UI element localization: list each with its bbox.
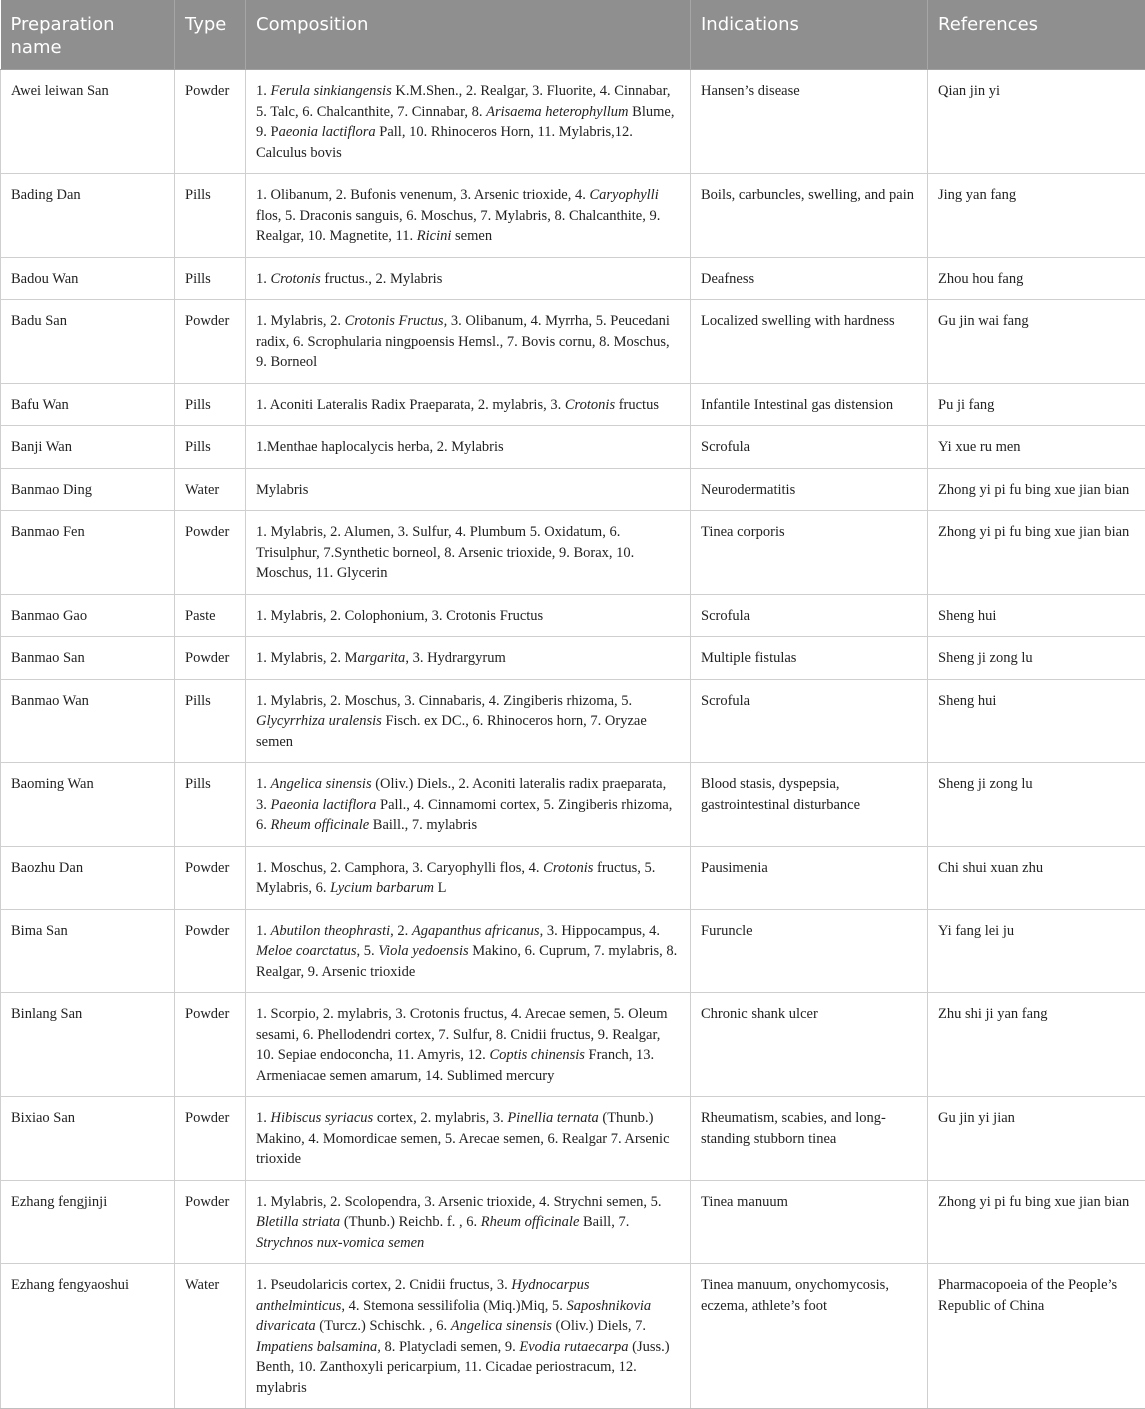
composition-segment: Pall, 10. Rhinoceros Horn, 11. Mylabris,12. Calculus bovis bbox=[256, 124, 633, 161]
column-header-type: Type bbox=[175, 0, 246, 70]
composition-italic-segment: Crotonis Fructus, bbox=[345, 313, 448, 329]
composition-segment: , 5. bbox=[357, 943, 379, 959]
cell-indications: Tinea manuum bbox=[691, 1180, 928, 1264]
cell-type: Powder bbox=[175, 909, 246, 993]
composition-italic-segment: Crotonis bbox=[565, 397, 615, 413]
cell-composition bbox=[246, 468, 691, 511]
composition-italic-segment: Crotonis bbox=[543, 860, 593, 876]
table-row bbox=[1, 426, 1145, 469]
cell-indications: Rheumatism, scabies, and long-standing stubborn tinea bbox=[691, 1097, 928, 1181]
cell-indications: Boils, carbuncles, swelling, and pain bbox=[691, 174, 928, 258]
cell-type: Pills bbox=[175, 679, 246, 763]
cell-composition bbox=[246, 1097, 691, 1181]
composition-italic-segment: Hibiscus syriacus bbox=[271, 1110, 374, 1126]
composition-segment: 1. Mylabris, 2. M bbox=[256, 650, 358, 666]
cell-preparation-name: Awei leiwan San bbox=[1, 70, 175, 174]
cell-indications: Pausimenia bbox=[691, 846, 928, 909]
cell-composition bbox=[246, 763, 691, 847]
composition-italic-segment: Abutilon theophrasti bbox=[271, 923, 391, 939]
header-row bbox=[1, 0, 1145, 70]
cell-composition bbox=[246, 909, 691, 993]
cell-composition bbox=[246, 383, 691, 426]
composition-italic-segment: Glycyrrhiza uralensis bbox=[256, 713, 382, 729]
composition-segment: 1. bbox=[256, 776, 271, 792]
composition-segment: , 3. Hydrargyrum bbox=[405, 650, 505, 666]
cell-preparation-name: Baozhu Dan bbox=[1, 846, 175, 909]
composition-segment: 1. Olibanum, 2. Bufonis venenum, 3. Arsenic trioxide, 4. bbox=[256, 187, 589, 203]
cell-preparation-name: Bading Dan bbox=[1, 174, 175, 258]
cell-composition bbox=[246, 637, 691, 680]
cell-references: Sheng hui bbox=[928, 594, 1145, 637]
cell-type: Pills bbox=[175, 257, 246, 300]
cell-type: Pills bbox=[175, 426, 246, 469]
composition-segment: 1. Aconiti Lateralis Radix Praeparata, 2. mylabris, 3. bbox=[256, 397, 565, 413]
composition-italic-segment: Caryophylli bbox=[589, 187, 658, 203]
composition-segment: Pall., 4. Cinnamomi cortex, 5. Zingiberis rhizoma, 6. bbox=[256, 797, 672, 834]
cell-preparation-name: Ezhang fengyaoshui bbox=[1, 1264, 175, 1409]
cell-type: Water bbox=[175, 468, 246, 511]
cell-composition bbox=[246, 257, 691, 300]
composition-segment: 1. Scorpio, 2. mylabris, 3. Crotonis fructus, 4. Arecae semen, 5. Oleum sesami, 6. Phellodendri cortex, 7. Sulfur, 8. Cnidii fructus, 9. Realgar, 10. Sepiae endoconcha, 11. Amyris, 12. bbox=[256, 1006, 668, 1063]
cell-references: Sheng ji zong lu bbox=[928, 763, 1145, 847]
composition-segment: Blume, 9. P bbox=[256, 104, 674, 141]
column-header-references: References bbox=[928, 0, 1145, 70]
composition-segment: (Oliv.) Diels, 7. bbox=[552, 1318, 646, 1334]
composition-segment: 1. Mylabris, 2. Alumen, 3. Sulfur, 4. Plumbum 5. Oxidatum, 6. Trisulphur, 7.Synthetic borneol, 8. Arsenic trioxide, 9. Borax, 10. Moschus, 11. Glycerin bbox=[256, 524, 634, 581]
cell-references: Gu jin wai fang bbox=[928, 300, 1145, 384]
cell-composition bbox=[246, 426, 691, 469]
composition-segment: cortex, 2. mylabris, 3. bbox=[373, 1110, 507, 1126]
table-row bbox=[1, 846, 1145, 909]
composition-segment: 1. Pseudolaricis cortex, 2. Cnidii fructus, 3. bbox=[256, 1277, 511, 1293]
composition-segment: (Oliv.) Diels., 2. Aconiti lateralis radix praeparata, 3. bbox=[256, 776, 666, 813]
composition-segment: 1. Moschus, 2. Camphora, 3. Caryophylli flos, 4. bbox=[256, 860, 543, 876]
cell-references: Zhong yi pi fu bing xue jian bian bbox=[928, 1180, 1145, 1264]
cell-preparation-name: Bima San bbox=[1, 909, 175, 993]
cell-references: Sheng ji zong lu bbox=[928, 637, 1145, 680]
table-row bbox=[1, 383, 1145, 426]
cell-indications: Hansen’s disease bbox=[691, 70, 928, 174]
cell-type: Powder bbox=[175, 1097, 246, 1181]
cell-references: Zhou hou fang bbox=[928, 257, 1145, 300]
composition-italic-segment: Crotonis bbox=[271, 271, 321, 287]
column-header-composition: Composition bbox=[246, 0, 691, 70]
cell-type: Paste bbox=[175, 594, 246, 637]
composition-segment: 1.Menthae haplocalycis herba, 2. Mylabris bbox=[256, 439, 504, 455]
cell-references: Pu ji fang bbox=[928, 383, 1145, 426]
cell-composition bbox=[246, 993, 691, 1097]
table-row bbox=[1, 1097, 1145, 1181]
table-row bbox=[1, 1180, 1145, 1264]
cell-indications: Furuncle bbox=[691, 909, 928, 993]
composition-segment: 1. Mylabris, 2. Scolopendra, 3. Arsenic trioxide, 4. Strychni semen, 5. bbox=[256, 1194, 662, 1210]
composition-segment: 1. Mylabris, 2. Colophonium, 3. Crotonis Fructus bbox=[256, 608, 543, 624]
cell-references: Qian jin yi bbox=[928, 70, 1145, 174]
cell-indications: Deafness bbox=[691, 257, 928, 300]
composition-italic-segment: Paeonia lactiflora bbox=[271, 797, 377, 813]
cell-composition bbox=[246, 1264, 691, 1409]
cell-preparation-name: Bafu Wan bbox=[1, 383, 175, 426]
composition-segment: 1. bbox=[256, 83, 271, 99]
cell-composition bbox=[246, 300, 691, 384]
composition-italic-segment: argarita bbox=[358, 650, 406, 666]
cell-preparation-name: Banmao San bbox=[1, 637, 175, 680]
cell-composition bbox=[246, 1180, 691, 1264]
table-row bbox=[1, 763, 1145, 847]
table-row bbox=[1, 70, 1145, 174]
cell-type: Powder bbox=[175, 300, 246, 384]
cell-indications: Scrofula bbox=[691, 426, 928, 469]
cell-references: Chi shui xuan zhu bbox=[928, 846, 1145, 909]
composition-italic-segment: Coptis chinensis bbox=[489, 1047, 584, 1063]
cell-references: Zhong yi pi fu bing xue jian bian bbox=[928, 511, 1145, 595]
table-row bbox=[1, 511, 1145, 595]
cell-preparation-name: Badu San bbox=[1, 300, 175, 384]
composition-segment: (Thunb.) Reichb. f. , 6. bbox=[340, 1214, 481, 1230]
cell-type: Pills bbox=[175, 763, 246, 847]
cell-type: Pills bbox=[175, 383, 246, 426]
composition-italic-segment: Meloe coarctatus bbox=[256, 943, 357, 959]
cell-type: Pills bbox=[175, 174, 246, 258]
table-row bbox=[1, 679, 1145, 763]
composition-italic-segment: aeonia lactiflora bbox=[279, 124, 376, 140]
composition-italic-segment: Bletilla striata bbox=[256, 1214, 340, 1230]
composition-italic-segment: Impatiens balsamina, bbox=[256, 1339, 381, 1355]
column-header-preparation-name: Preparation name bbox=[1, 0, 175, 70]
composition-segment: fructus., 2. Mylabris bbox=[321, 271, 443, 287]
cell-references: Pharmacopoeia of the People’s Republic of China bbox=[928, 1264, 1145, 1409]
table-row bbox=[1, 1264, 1145, 1409]
table-row bbox=[1, 257, 1145, 300]
table-body bbox=[1, 70, 1145, 1409]
cell-references: Sheng hui bbox=[928, 679, 1145, 763]
composition-segment: 3. Olibanum, 4. Myrrha, 5. Peucedani radix, 6. Scrophularia ningpoensis Hemsl., 7. Bovis cornu, 8. Moschus, 9. Borneol bbox=[256, 313, 670, 370]
composition-segment: fructus, 5. Mylabris, 6. bbox=[256, 860, 655, 897]
cell-references: Gu jin yi jian bbox=[928, 1097, 1145, 1181]
composition-italic-segment: Ferula sinkiangensis bbox=[271, 83, 392, 99]
composition-segment: 1. Mylabris, 2. bbox=[256, 313, 345, 329]
cell-indications: Infantile Intestinal gas distension bbox=[691, 383, 928, 426]
cell-type: Powder bbox=[175, 1180, 246, 1264]
table-row bbox=[1, 174, 1145, 258]
cell-references: Jing yan fang bbox=[928, 174, 1145, 258]
cell-preparation-name: Baoming Wan bbox=[1, 763, 175, 847]
cell-type: Powder bbox=[175, 637, 246, 680]
composition-italic-segment: Pinellia ternata bbox=[507, 1110, 598, 1126]
composition-segment: Franch, 13. Armeniacae semen amarum, 14. Sublimed mercury bbox=[256, 1047, 654, 1084]
composition-segment: , 2. bbox=[390, 923, 412, 939]
composition-segment: (Turcz.) Schischk. , 6. bbox=[316, 1318, 451, 1334]
composition-italic-segment: Evodia rutaecarpa bbox=[519, 1339, 628, 1355]
cell-type: Powder bbox=[175, 846, 246, 909]
composition-segment: , 3. Hippocampus, 4. bbox=[540, 923, 660, 939]
composition-segment: Baill., 7. mylabris bbox=[369, 817, 477, 833]
cell-preparation-name: Banmao Fen bbox=[1, 511, 175, 595]
column-header-indications: Indications bbox=[691, 0, 928, 70]
cell-indications: Scrofula bbox=[691, 594, 928, 637]
cell-composition bbox=[246, 174, 691, 258]
cell-indications: Blood stasis, dyspepsia, gastrointestinal disturbance bbox=[691, 763, 928, 847]
cell-preparation-name: Bixiao San bbox=[1, 1097, 175, 1181]
cell-references: Zhu shi ji yan fang bbox=[928, 993, 1145, 1097]
composition-segment: 1. bbox=[256, 271, 271, 287]
cell-indications: Tinea manuum, onychomycosis, eczema, athlete’s foot bbox=[691, 1264, 928, 1409]
cell-indications: Multiple fistulas bbox=[691, 637, 928, 680]
composition-italic-segment: Hydnocarpus anthelminticus bbox=[256, 1277, 589, 1314]
cell-preparation-name: Ezhang fengjinji bbox=[1, 1180, 175, 1264]
composition-segment: K.M.Shen., 2. Realgar, 3. Fluorite, 4. Cinnabar, 5. Talc, 6. Chalcanthite, 7. Cinnabar, 8. bbox=[256, 83, 670, 120]
cell-preparation-name: Banmao Gao bbox=[1, 594, 175, 637]
composition-segment: Fisch. ex DC., 6. Rhinoceros horn, 7. Oryzae semen bbox=[256, 713, 647, 750]
composition-italic-segment: Rheum officinale bbox=[271, 817, 370, 833]
composition-segment: 1. Mylabris, 2. Moschus, 3. Cinnabaris, 4. Zingiberis rhizoma, 5. bbox=[256, 693, 632, 709]
cell-indications: Scrofula bbox=[691, 679, 928, 763]
composition-segment: flos, 5. Draconis sanguis, 6. Moschus, 7. Mylabris, 8. Chalcanthite, 9. Realgar, 10. Magnetite, 11. bbox=[256, 208, 660, 245]
cell-references: Yi xue ru men bbox=[928, 426, 1145, 469]
composition-italic-segment: Ricini bbox=[417, 228, 452, 244]
composition-segment: semen bbox=[451, 228, 492, 244]
cell-preparation-name: Badou Wan bbox=[1, 257, 175, 300]
composition-italic-segment: Strychnos nux-vomica semen bbox=[256, 1235, 424, 1251]
cell-preparation-name: Banmao Wan bbox=[1, 679, 175, 763]
cell-type: Powder bbox=[175, 70, 246, 174]
cell-preparation-name: Banji Wan bbox=[1, 426, 175, 469]
composition-segment: Mylabris bbox=[256, 482, 308, 498]
composition-segment: 1. bbox=[256, 923, 271, 939]
composition-italic-segment: Saposhnikovia divaricata bbox=[256, 1298, 651, 1335]
composition-segment: Makino, 6. Cuprum, 7. mylabris, 8. Realgar, 9. Arsenic trioxide bbox=[256, 943, 677, 980]
cell-type: Water bbox=[175, 1264, 246, 1409]
table-row bbox=[1, 993, 1145, 1097]
cell-indications: Chronic shank ulcer bbox=[691, 993, 928, 1097]
cell-references: Zhong yi pi fu bing xue jian bian bbox=[928, 468, 1145, 511]
composition-segment: 8. Platycladi semen, 9. bbox=[381, 1339, 520, 1355]
composition-segment: (Thunb.) Makino, 4. Momordicae semen, 5. Arecae semen, 6. Realgar 7. Arsenic trioxide bbox=[256, 1110, 670, 1167]
composition-italic-segment: Rheum officinale bbox=[481, 1214, 580, 1230]
composition-segment: (Juss.) Benth, 10. Zanthoxyli pericarpium, 11. Cicadae periostracum, 12. mylabris bbox=[256, 1339, 670, 1396]
cell-composition bbox=[246, 70, 691, 174]
table-row bbox=[1, 594, 1145, 637]
composition-segment: 1. bbox=[256, 1110, 271, 1126]
composition-italic-segment: Agapanthus africanus bbox=[412, 923, 540, 939]
cell-composition bbox=[246, 846, 691, 909]
cell-indications: Tinea corporis bbox=[691, 511, 928, 595]
composition-italic-segment: Angelica sinensis bbox=[451, 1318, 552, 1334]
table-row bbox=[1, 909, 1145, 993]
composition-italic-segment: Angelica sinensis bbox=[271, 776, 372, 792]
composition-segment: L bbox=[434, 880, 446, 896]
table-row bbox=[1, 637, 1145, 680]
cell-preparation-name: Banmao Ding bbox=[1, 468, 175, 511]
composition-italic-segment: Viola yedoensis bbox=[378, 943, 468, 959]
table-header bbox=[1, 0, 1145, 70]
cell-indications: Localized swelling with hardness bbox=[691, 300, 928, 384]
cell-composition bbox=[246, 594, 691, 637]
composition-segment: Baill, 7. bbox=[579, 1214, 629, 1230]
composition-segment: , 4. Stemona sessilifolia (Miq.)Miq, 5. bbox=[341, 1298, 566, 1314]
cell-preparation-name: Binlang San bbox=[1, 993, 175, 1097]
cell-indications: Neurodermatitis bbox=[691, 468, 928, 511]
table-row bbox=[1, 300, 1145, 384]
cell-composition bbox=[246, 511, 691, 595]
composition-italic-segment: Arisaema heterophyllum bbox=[486, 104, 628, 120]
composition-segment: fructus bbox=[615, 397, 659, 413]
table-row bbox=[1, 468, 1145, 511]
composition-italic-segment: Lycium barbarum bbox=[330, 880, 434, 896]
cell-references: Yi fang lei ju bbox=[928, 909, 1145, 993]
cell-type: Powder bbox=[175, 993, 246, 1097]
cell-type: Powder bbox=[175, 511, 246, 595]
cell-composition bbox=[246, 679, 691, 763]
